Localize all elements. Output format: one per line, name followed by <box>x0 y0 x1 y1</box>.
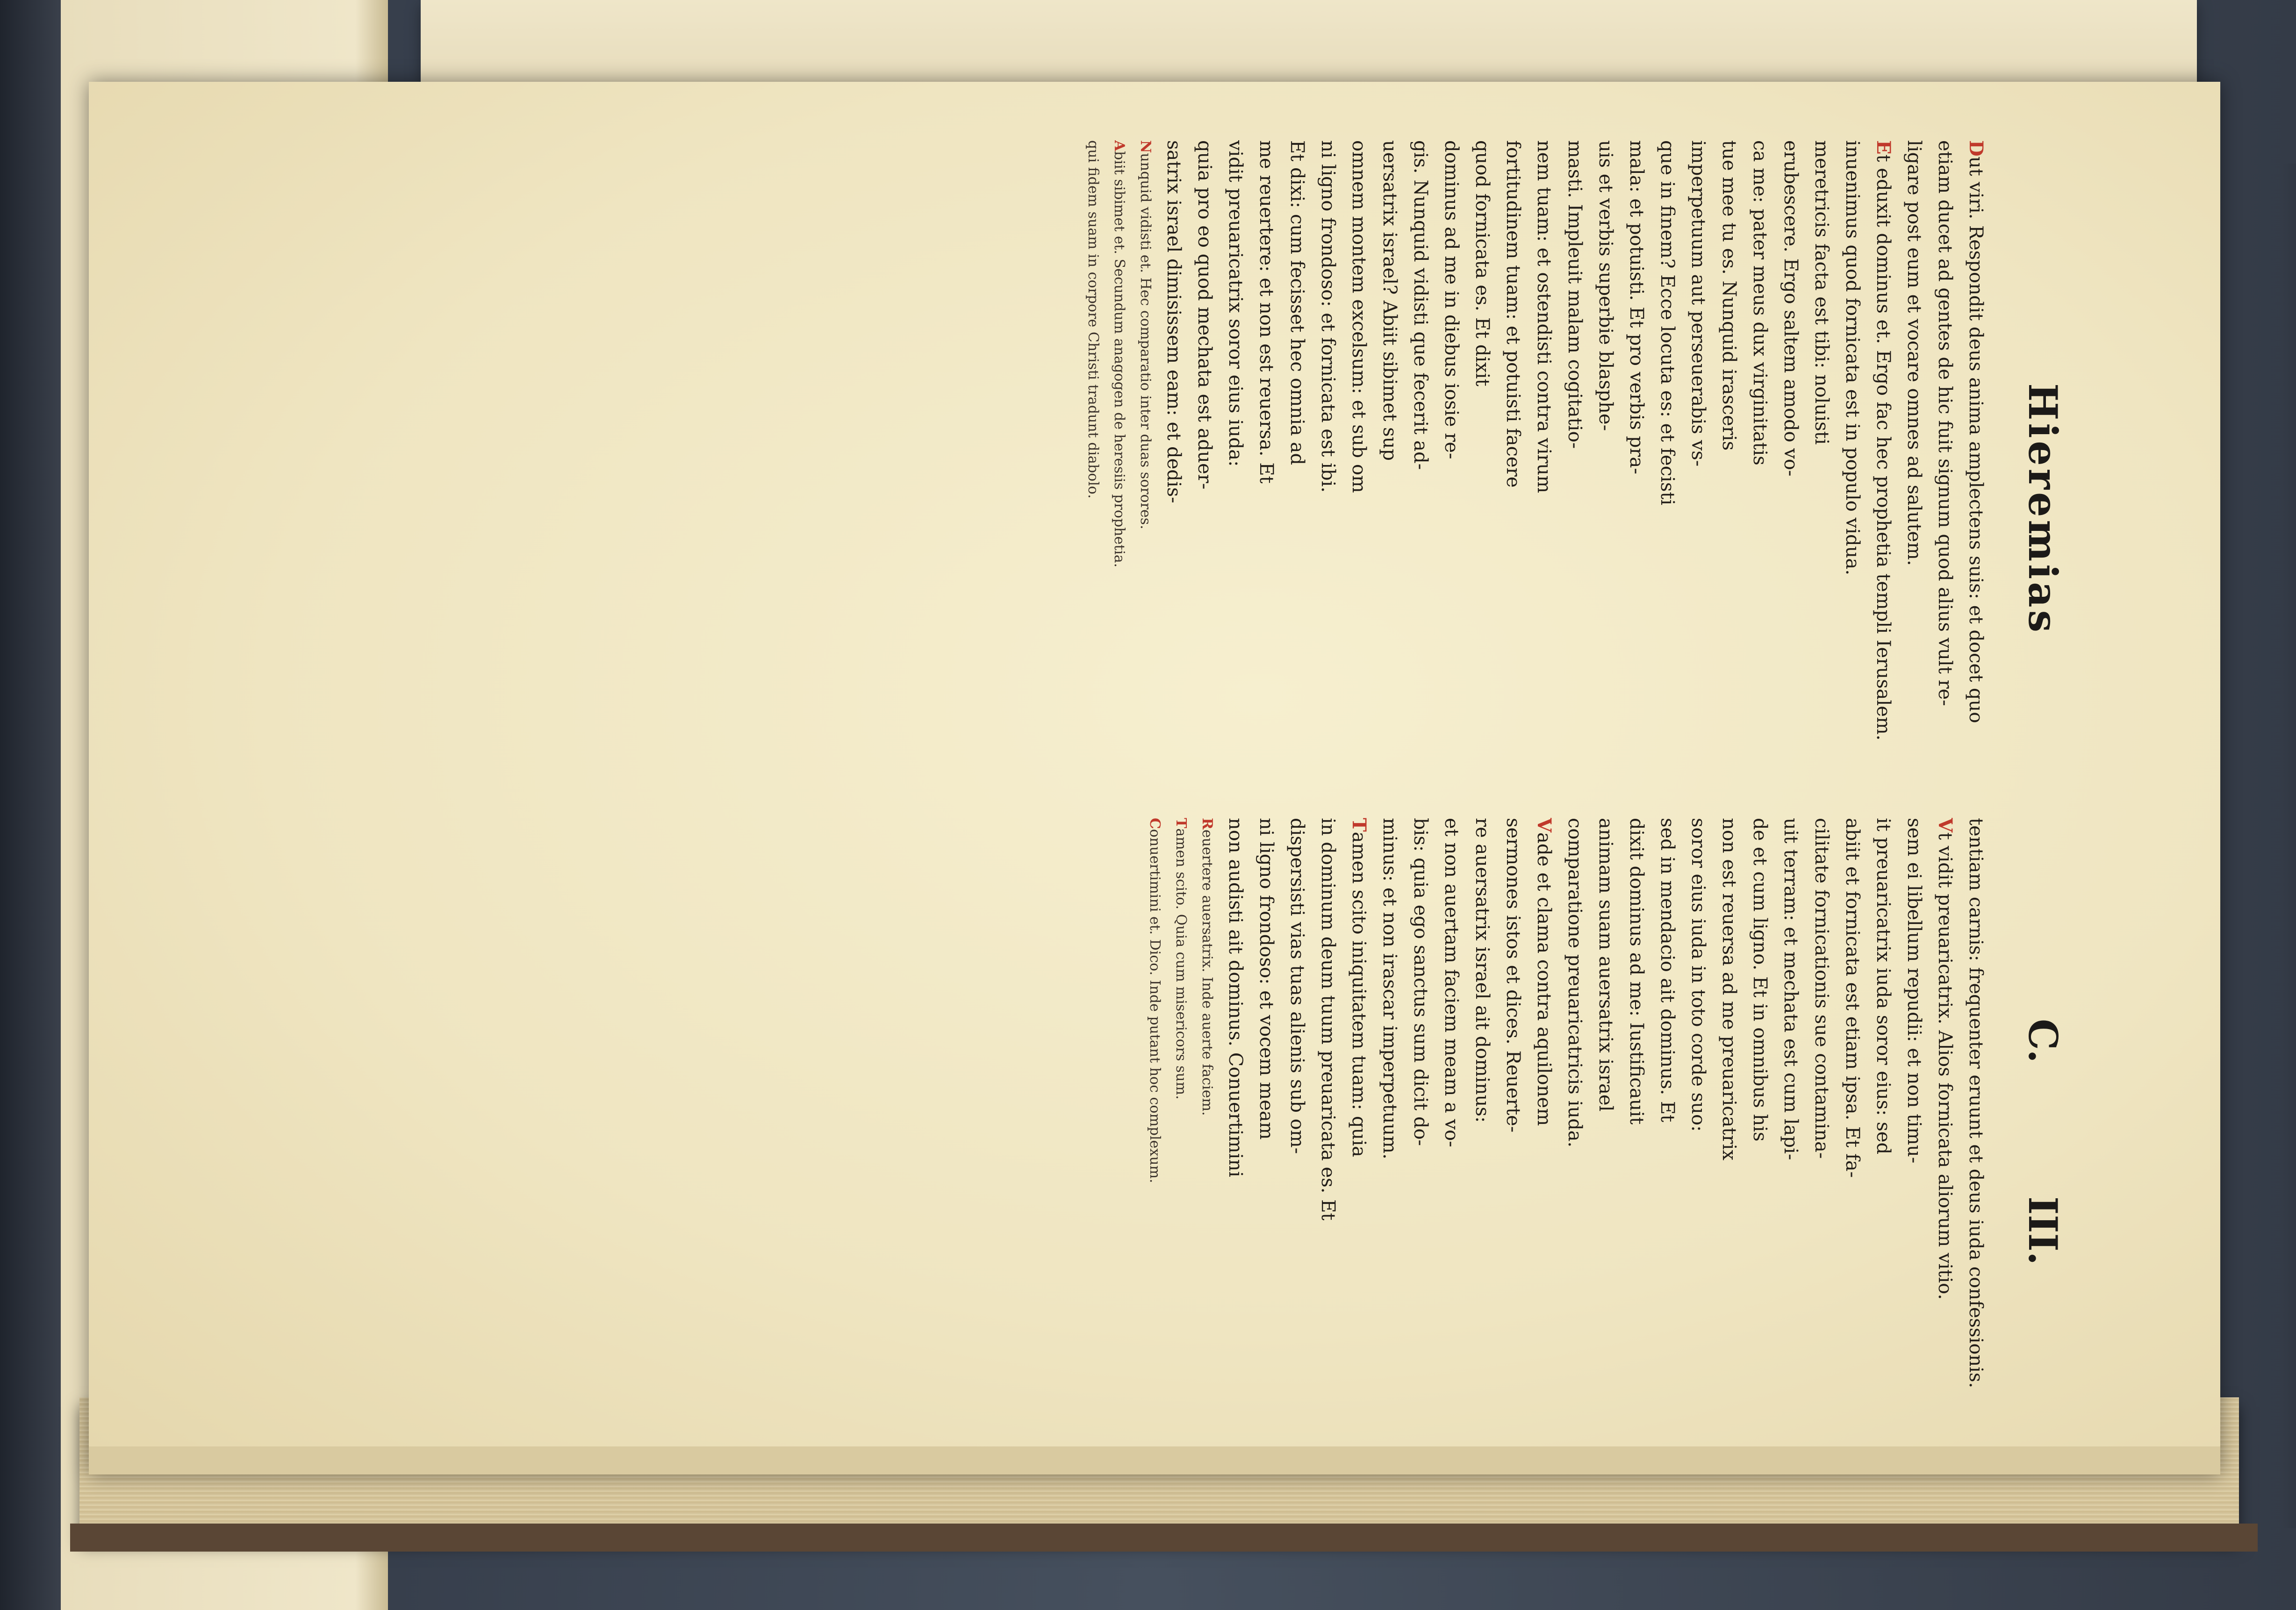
rubricated-initial: T <box>1348 818 1370 832</box>
left_column-lines-line: mala: et potuisti. Et pro verbis pra- <box>1626 140 1647 474</box>
left_column-lines-line: imperpetuum aut perseuerabis vs- <box>1687 140 1709 467</box>
left_column-lines-line: me reuertere: et non est reuersa. Et <box>1256 140 1277 484</box>
line-text: ut viri. Respondit deus anima amplectens suis: et docet quo <box>1965 156 1987 723</box>
left_column-lines-line: ca me: pater meus dux virginitatis <box>1749 140 1771 465</box>
right_column-lines-line: bis: quia ego sanctus sum dicit do- <box>1410 818 1431 1146</box>
left_column-lines-line: etiam ducet ad gentes de hic fuit signum quod alius vult re- <box>1934 140 1956 706</box>
running-title: Hieremias <box>2020 383 2066 635</box>
left_column-lines-line: ni ligno frondoso: et fornicata est ibi. <box>1317 140 1339 493</box>
facing-page-top <box>421 0 2197 84</box>
right_column-lines-line: re auersatrix israel ait dominus: <box>1471 818 1493 1123</box>
right_column-lines-line: comparatione preuaricatricis iuda. <box>1564 818 1586 1148</box>
rubricated-initial: E <box>1873 140 1894 155</box>
line-text: t vidit preuaricatrix. Alios fornicata aliorum vitio. <box>1934 832 1956 1300</box>
folio-letter: C. <box>2020 1019 2066 1063</box>
running-header <box>2001 122 2085 1477</box>
rubricated-initial: N <box>1137 140 1154 153</box>
page-text-block <box>542 122 2085 1477</box>
right_column-lines-line: in dominum deum tuum preuaricata es. Et <box>1317 818 1339 1221</box>
right_column-lines-line: minus: et non irascar imperpetuum. <box>1379 818 1400 1159</box>
right_column-lines-line: de et cum ligno. Et in omnibus his <box>1749 818 1771 1142</box>
right_column-lines-line: cilitate fornicationis sue contamina- <box>1811 818 1832 1159</box>
right_column-lines-line: sermones istos et dices. Reuerte- <box>1502 818 1524 1133</box>
rubricated-initial: R <box>1199 818 1215 830</box>
right_column-lines-line: sed in mendacio ait dominus. Et <box>1657 818 1678 1123</box>
right_column-lines-line: animam suam auersatrix israel <box>1595 818 1616 1112</box>
right_column-lines-line <box>1930 818 1960 1425</box>
rubricated-initial: C <box>1147 818 1163 829</box>
left_column-lines-line: Et dixi: cum fecisset hec omnia ad <box>1286 140 1308 465</box>
line-text: unquid vidisti et. Hec comparatio inter duas sorores. <box>1137 153 1154 530</box>
text-column-right <box>566 818 1991 1425</box>
gutter-shadow <box>2281 164 2296 1528</box>
right_column-lines-line: non audisti ait dominus. Conuertimini <box>1225 818 1246 1177</box>
right_column-gloss-line <box>1168 818 1194 1425</box>
left_column-lines-line: omnem montem excelsum: et sub om <box>1348 140 1370 493</box>
line-text: euertere auersatrix. Inde auerte faciem. <box>1199 829 1215 1116</box>
left_column-lines-line: vidit preuaricatrix soror eius iuda: <box>1225 140 1246 467</box>
right_column-lines-line <box>1343 818 1374 1425</box>
rubricated-initial: A <box>1111 140 1127 151</box>
left_column-lines-line: dominus ad me in diebus iosie re- <box>1441 140 1462 459</box>
right_column-lines-line: dispersisti vias tuas alienis sub om- <box>1286 818 1308 1154</box>
right_column-lines-line: tentiam carnis: frequenter eruunt et deus iuda confessionis. <box>1965 818 1987 1388</box>
right_column-lines-line: it preuaricatrix iuda soror eius: sed <box>1873 818 1894 1155</box>
left_column-lines-line: satrix israel dimisissem eam: et dedis- <box>1163 140 1184 503</box>
left_column-lines-line: fortitudinem tuam: et potuisti facere <box>1502 140 1524 488</box>
right_column-lines-line: sem ei libellum repudii: et non timu- <box>1903 818 1925 1164</box>
line-text: ade et clama contra aquilonem <box>1533 832 1555 1126</box>
left_column-lines-line: gis. Nunquid vidisti que fecerit ad- <box>1410 140 1431 470</box>
left_column-lines-line: ligare post eum et vocare omnes ad salutem. <box>1903 140 1925 566</box>
line-text: biit sibimet et. Secundum anagogen de heresiis prophetia. <box>1111 151 1127 568</box>
left_column-lines-line: quia pro eo quod mechata est aduer- <box>1194 140 1215 490</box>
rubricated-initial: T <box>1173 818 1189 829</box>
left_column-lines-line: inuenimus quod fornicata est in populo vidua. <box>1842 140 1863 575</box>
left_column-lines-line: meretricis facta est tibi: noluisti <box>1811 140 1832 445</box>
line-text: amen scito iniquitatem tuam: quia <box>1348 831 1370 1157</box>
right_column-lines-line: ni ligno frondoso: et vocem meam <box>1256 818 1277 1140</box>
left_column-gloss-line <box>1106 140 1132 748</box>
right_column-gloss-line <box>1194 818 1220 1425</box>
right_column-lines-line: abiit et fornicata est etiam ipsa. Et fa- <box>1842 818 1863 1178</box>
right_column-lines-line: dixit dominus ad me: Iustificauit <box>1626 818 1647 1125</box>
line-text: onuertimini et. Dico. Inde putant hoc complexum. <box>1147 829 1163 1183</box>
right_column-lines-line: non est reuersa ad me preuaricatrix <box>1718 818 1740 1160</box>
line-text: t eduxit dominus et. Ergo fac hec prophetia templi Ierusalem. <box>1873 154 1894 741</box>
left_column-lines-line: tue mee tu es. Nunquid irasceris <box>1718 140 1740 451</box>
line-text: amen scito. Quia cum misericors sum. <box>1173 828 1189 1100</box>
left_column-lines-line: uersatrix israel? Abiit sibimet sup <box>1379 140 1400 461</box>
left_column-lines-line: uis et verbis superbie blasphe- <box>1595 140 1616 431</box>
left_column-gloss-line: qui fidem suam in corpore Christi tradunt diabolo. <box>1085 140 1101 499</box>
left_column-lines-line: que in finem? Ecce locuta es: et fecisti <box>1657 140 1678 506</box>
right_column-lines-line: et non auertam faciem meam a vo- <box>1441 818 1462 1147</box>
rubricated-initial: V <box>1533 818 1555 833</box>
left_column-lines-line: masti. Impleuit malam cogitatio- <box>1564 140 1586 449</box>
folio-number: III. <box>2020 1196 2066 1266</box>
left_column-lines-line <box>1868 140 1899 748</box>
left_column-lines-line <box>1960 140 1991 748</box>
left_column-lines-line: quod fornicata es. Et dixit <box>1471 140 1493 386</box>
rubricated-initial: D <box>1965 140 1987 157</box>
binding-spine <box>0 0 61 1610</box>
right_column-gloss-line <box>1141 818 1168 1425</box>
right_column-lines-line: uit terram: et mechata est cum lapi- <box>1780 818 1801 1160</box>
left_column-gloss-line <box>1132 140 1158 748</box>
rubricated-initial: V <box>1934 818 1956 833</box>
right_column-lines-line: soror eius iuda in toto corde suo: <box>1687 818 1709 1132</box>
right_column-lines-line <box>1528 818 1559 1425</box>
left_column-lines-line: nem tuam: et ostendisti contra virum <box>1533 140 1555 494</box>
cover-edge <box>70 1524 2258 1552</box>
text-column-left <box>566 140 1991 748</box>
left_column-lines-line: erubescere. Ergo saltem amodo vo- <box>1780 140 1801 477</box>
